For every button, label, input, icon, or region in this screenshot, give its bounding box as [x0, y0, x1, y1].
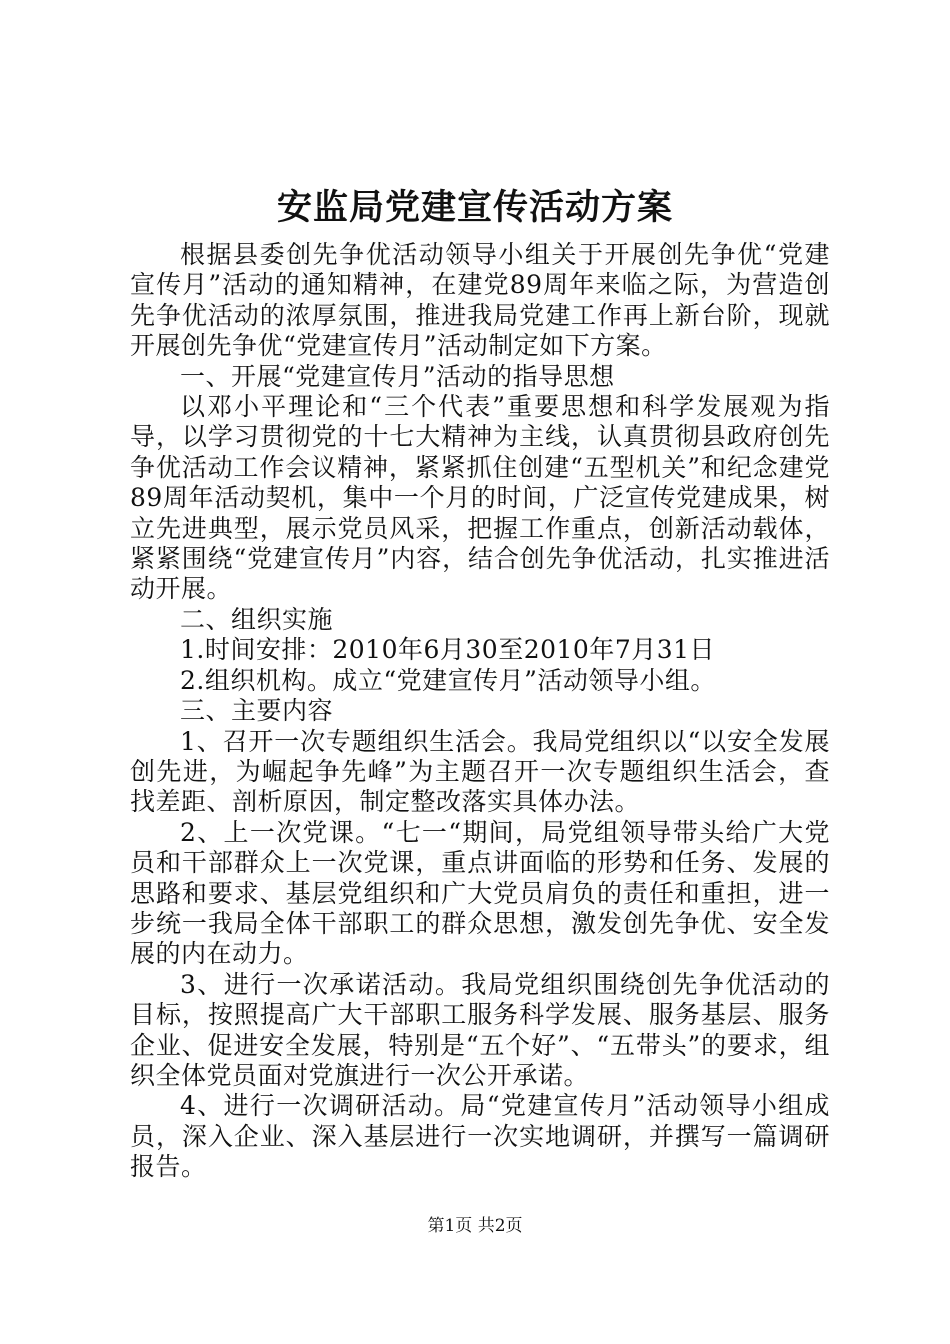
paragraph-item-2: 2、上一次党课。“七一“期间，局党组领导带头给广大党员和干部群众上一次党课，重点讲面临的形势和任务、发展的思路和要求、基层党组织和广大党员肩负的责任和重担，进一步统一我局全体干部职工的群众思想，激发创先争优、安全发展的内在动力。 [130, 817, 830, 969]
paragraph-item-3: 3、进行一次承诺活动。我局党组织围绕创先争优活动的目标，按照提高广大干部职工服务科学发展、服务基层、服务企业、促进安全发展，特别是“五个好”、“五带头”的要求，组织全体党员面对党旗进行一次公开承诺。 [130, 969, 830, 1090]
paragraph-guiding-thought: 以邓小平理论和“三个代表”重要思想和科学发展观为指导，以学习贯彻党的十七大精神为主线，认真贯彻县政府创先争优活动工作会议精神，紧紧抓住创建“五型机关”和纪念建党89周年活动契机，集中一个月的时间，广泛宣传党建成果，树立先进典型，展示党员风采，把握工作重点，创新活动载体，紧紧围绕“党建宣传月”内容，结合创先争优活动，扎实推进活动开展。 [130, 392, 830, 604]
paragraph-item-1: 1、召开一次专题组织生活会。我局党组织以“以安全发展创先进，为崛起争先峰”为主题召开一次专题组织生活会，查找差距、剖析原因，制定整改落实具体办法。 [130, 726, 830, 817]
heading-main-content: 三、主要内容 [180, 696, 334, 726]
paragraph-item-4: 4、进行一次调研活动。局“党建宣传月”活动领导小组成员，深入企业、深入基层进行一次实地调研，并撰写一篇调研报告。 [130, 1091, 830, 1182]
page-number-footer: 第1页 共2页 [427, 1216, 523, 1236]
heading-guiding-thought: 一、开展“党建宣传月”活动的指导思想 [180, 361, 615, 391]
paragraph-schedule: 1.时间安排：2010年6月30至2010年7月31日 [180, 635, 716, 665]
paragraph-intro: 根据县委创先争优活动领导小组关于开展创先争优“党建宣传月”活动的通知精神，在建党89周年来临之际，为营造创先争优活动的浓厚氛围，推进我局党建工作再上新台阶，现就开展创先争优“党建宣传月”活动制定如下方案。 [130, 240, 830, 361]
document-title: 安监局党建宣传活动方案 [276, 187, 673, 228]
heading-organization: 二、组织实施 [180, 604, 334, 634]
paragraph-organization: 2.组织机构。成立“党建宣传月”活动领导小组。 [180, 665, 716, 695]
document-body [130, 240, 830, 1183]
